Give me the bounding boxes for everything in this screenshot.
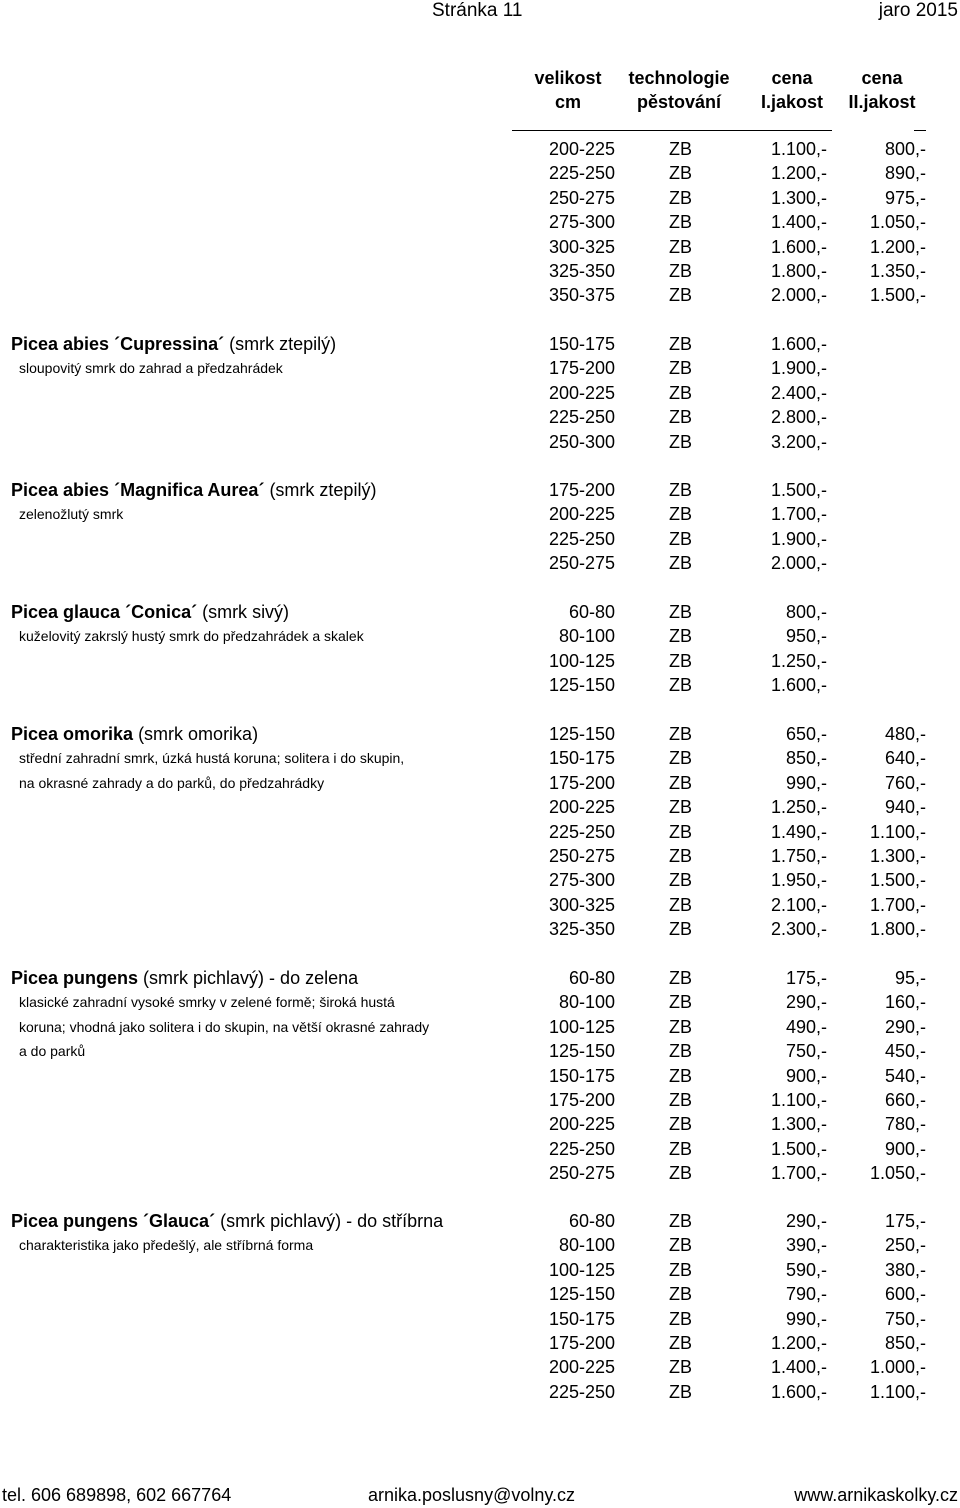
size-cell: 125-150	[548, 1284, 615, 1305]
technology-cell: ZB	[668, 675, 692, 696]
price1-cell: 1.200,-	[770, 163, 827, 184]
technology-cell: ZB	[668, 261, 692, 281]
column-header-size	[525, 66, 611, 114]
technology-cell: ZB	[668, 1235, 692, 1256]
price2-cell: 750,-	[884, 1308, 926, 1329]
technology-cell: ZB	[668, 821, 692, 842]
price1-cell: 800,-	[785, 602, 827, 622]
size-cell: 100-125	[548, 1259, 615, 1280]
price-row	[0, 478, 960, 502]
size-cell: 175-200	[548, 1090, 615, 1110]
price1-cell: 1.600,-	[770, 1381, 827, 1402]
technology-cell: ZB	[668, 968, 692, 988]
price-row	[0, 137, 960, 161]
price-row	[0, 1161, 960, 1185]
price2-cell: 1.100,-	[869, 1381, 926, 1402]
header-rule	[512, 130, 832, 131]
price-row	[0, 1258, 960, 1282]
price2-cell: 1.050,-	[869, 212, 926, 233]
plant-name-part: (smrk pichlavý) - do stříbrna	[215, 1211, 444, 1231]
plant-description: na okrasné zahrady a do parků, do předzahrádky	[19, 774, 325, 791]
price-row	[0, 624, 960, 648]
price1-cell: 290,-	[785, 1211, 827, 1231]
price-row	[0, 1112, 960, 1136]
price-row	[0, 1307, 960, 1331]
technology-cell: ZB	[668, 431, 692, 452]
price2-cell: 800,-	[884, 139, 926, 159]
price-row	[0, 259, 960, 283]
price1-cell: 1.500,-	[770, 480, 827, 500]
plant-name-part: Picea omorika	[11, 724, 134, 744]
price2-cell: 850,-	[884, 1333, 926, 1353]
price2-cell: 1.350,-	[869, 261, 926, 281]
size-cell: 125-150	[548, 675, 615, 696]
price-row	[0, 673, 960, 697]
column-header-size-line2: cm	[554, 92, 581, 112]
size-cell: 275-300	[548, 870, 615, 891]
column-header-price1	[752, 66, 832, 114]
price1-cell: 990,-	[785, 772, 827, 793]
price1-cell: 1.950,-	[770, 870, 827, 891]
technology-cell: ZB	[668, 602, 692, 622]
price1-cell: 1.250,-	[770, 650, 827, 671]
plant-name-part: (smrk ztepilý)	[224, 334, 337, 354]
technology-cell: ZB	[668, 1041, 692, 1062]
technology-cell: ZB	[668, 285, 692, 306]
price-row	[0, 722, 960, 746]
price2-cell: 660,-	[884, 1090, 926, 1110]
price2-cell: 1.050,-	[869, 1163, 926, 1184]
price1-cell: 1.100,-	[770, 1090, 827, 1110]
price1-cell: 1.750,-	[770, 846, 827, 866]
size-cell: 225-250	[548, 407, 615, 428]
technology-cell: ZB	[668, 1163, 692, 1184]
technology-cell: ZB	[668, 1357, 692, 1378]
price1-cell: 1.900,-	[770, 358, 827, 379]
size-cell: 125-150	[548, 724, 615, 744]
column-header-price2-line1: cena	[861, 68, 903, 88]
price2-cell: 480,-	[884, 724, 926, 744]
price-row	[0, 356, 960, 380]
size-cell: 200-225	[548, 139, 615, 159]
plant-name-part: Picea pungens	[11, 968, 139, 988]
price-row	[0, 1064, 960, 1088]
price2-cell: 640,-	[884, 748, 926, 769]
price-row	[0, 430, 960, 454]
technology-cell: ZB	[668, 846, 692, 866]
price-row	[0, 381, 960, 405]
price2-cell: 760,-	[884, 772, 926, 793]
technology-cell: ZB	[668, 407, 692, 428]
price2-cell: 1.300,-	[869, 846, 926, 866]
technology-cell: ZB	[668, 382, 692, 403]
size-cell: 175-200	[548, 358, 615, 379]
size-cell: 200-225	[548, 797, 615, 818]
size-cell: 175-200	[548, 1333, 615, 1353]
plant-description: kuželovitý zakrslý hustý smrk do předzahrádek a skalek	[19, 628, 364, 645]
column-header-price2	[840, 66, 924, 114]
price1-cell: 390,-	[785, 1235, 827, 1256]
technology-cell: ZB	[668, 919, 692, 940]
size-cell: 150-175	[548, 1065, 615, 1086]
plant-name-part: Picea glauca	[11, 602, 126, 622]
technology-cell: ZB	[668, 992, 692, 1013]
price2-cell: 380,-	[884, 1259, 926, 1280]
technology-cell: ZB	[668, 626, 692, 647]
plant-name-part: ´Conica´	[125, 602, 198, 622]
size-cell: 100-125	[548, 1016, 615, 1037]
size-cell: 200-225	[548, 1357, 615, 1378]
page-header-right: jaro 2015	[878, 0, 958, 21]
size-cell: 200-225	[548, 1114, 615, 1135]
technology-cell: ZB	[668, 334, 692, 354]
price-row	[0, 502, 960, 526]
size-cell: 150-175	[548, 748, 615, 769]
column-header-size-line1: velikost	[534, 68, 602, 88]
size-cell: 225-250	[548, 163, 615, 184]
header-rule-dash	[914, 130, 926, 131]
plant-description: charakteristika jako předešlý, ale stříbrná forma	[19, 1237, 314, 1254]
size-cell: 250-300	[548, 431, 615, 452]
technology-cell: ZB	[668, 187, 692, 208]
price-row	[0, 405, 960, 429]
technology-cell: ZB	[668, 1065, 692, 1086]
price1-cell: 1.100,-	[770, 139, 827, 159]
price-row	[0, 1355, 960, 1379]
price1-cell: 850,-	[785, 748, 827, 769]
price-row	[0, 820, 960, 844]
price2-cell: 1.800,-	[869, 919, 926, 940]
plant-name-part: ´Glauca´	[143, 1211, 216, 1231]
price1-cell: 1.400,-	[770, 212, 827, 233]
price2-cell: 450,-	[884, 1041, 926, 1062]
price-row	[0, 1233, 960, 1257]
technology-cell: ZB	[668, 748, 692, 769]
price1-cell: 1.300,-	[770, 1114, 827, 1135]
size-cell: 300-325	[548, 236, 615, 257]
technology-cell: ZB	[668, 553, 692, 574]
price1-cell: 790,-	[785, 1284, 827, 1305]
plant-name-part: Picea abies	[11, 480, 115, 500]
price1-cell: 490,-	[785, 1016, 827, 1037]
price-row	[0, 283, 960, 307]
technology-cell: ZB	[668, 797, 692, 818]
size-cell: 80-100	[558, 992, 615, 1013]
size-cell: 200-225	[548, 504, 615, 525]
price-row	[0, 527, 960, 551]
price-row	[0, 771, 960, 795]
plant-name-part: ´Cupressina´	[114, 334, 225, 354]
price-row	[0, 1015, 960, 1039]
technology-cell: ZB	[668, 1138, 692, 1159]
price1-cell: 1.400,-	[770, 1357, 827, 1378]
price1-cell: 1.600,-	[770, 675, 827, 696]
price1-cell: 2.000,-	[770, 553, 827, 574]
price1-cell: 1.250,-	[770, 797, 827, 818]
price1-cell: 1.300,-	[770, 187, 827, 208]
technology-cell: ZB	[668, 1284, 692, 1305]
size-cell: 60-80	[568, 968, 615, 988]
price-row	[0, 235, 960, 259]
price2-cell: 780,-	[884, 1114, 926, 1135]
price-row	[0, 893, 960, 917]
technology-cell: ZB	[668, 650, 692, 671]
price-row	[0, 649, 960, 673]
price1-cell: 290,-	[785, 992, 827, 1013]
size-cell: 225-250	[548, 1138, 615, 1159]
plant-description: a do parků	[19, 1043, 86, 1060]
price2-cell: 1.200,-	[869, 236, 926, 257]
technology-cell: ZB	[668, 1259, 692, 1280]
price1-cell: 1.600,-	[770, 334, 827, 354]
price2-cell: 290,-	[884, 1016, 926, 1037]
size-cell: 200-225	[548, 382, 615, 403]
size-cell: 300-325	[548, 894, 615, 915]
size-cell: 325-350	[548, 919, 615, 940]
technology-cell: ZB	[668, 163, 692, 184]
price1-cell: 2.800,-	[770, 407, 827, 428]
price1-cell: 1.200,-	[770, 1333, 827, 1353]
price1-cell: 2.100,-	[770, 894, 827, 915]
price1-cell: 2.000,-	[770, 285, 827, 306]
size-cell: 175-200	[548, 772, 615, 793]
technology-cell: ZB	[668, 1211, 692, 1231]
price2-cell: 1.500,-	[869, 870, 926, 891]
size-cell: 175-200	[548, 480, 615, 500]
price1-cell: 1.700,-	[770, 1163, 827, 1184]
price-row	[0, 1282, 960, 1306]
price2-cell: 175,-	[884, 1211, 926, 1231]
price1-cell: 1.900,-	[770, 528, 827, 549]
technology-cell: ZB	[668, 1114, 692, 1135]
price1-cell: 1.800,-	[770, 261, 827, 281]
column-header-technology	[616, 66, 742, 114]
price1-cell: 175,-	[785, 968, 827, 988]
price2-cell: 1.000,-	[869, 1357, 926, 1378]
price1-cell: 1.700,-	[770, 504, 827, 525]
price2-cell: 1.500,-	[869, 285, 926, 306]
price1-cell: 950,-	[785, 626, 827, 647]
price-row	[0, 795, 960, 819]
plant-name-part: (smrk sivý)	[197, 602, 290, 622]
price-row	[0, 332, 960, 356]
technology-cell: ZB	[668, 212, 692, 233]
plant-description: zelenožlutý smrk	[19, 506, 124, 523]
price-row	[0, 966, 960, 990]
technology-cell: ZB	[668, 870, 692, 891]
plant-description: sloupovitý smrk do zahrad a předzahrádek	[19, 360, 283, 377]
price2-cell: 940,-	[884, 797, 926, 818]
technology-cell: ZB	[668, 1090, 692, 1110]
technology-cell: ZB	[668, 724, 692, 744]
price-row	[0, 186, 960, 210]
column-header-price2-line2: II.jakost	[848, 92, 916, 112]
technology-cell: ZB	[668, 480, 692, 500]
price-row	[0, 161, 960, 185]
price2-cell: 540,-	[884, 1065, 926, 1086]
technology-cell: ZB	[668, 1308, 692, 1329]
price1-cell: 1.500,-	[770, 1138, 827, 1159]
price-row	[0, 1039, 960, 1063]
price2-cell: 1.100,-	[869, 821, 926, 842]
price1-cell: 650,-	[785, 724, 827, 744]
technology-cell: ZB	[668, 358, 692, 379]
technology-cell: ZB	[668, 1333, 692, 1353]
price-row	[0, 551, 960, 575]
price-row	[0, 1209, 960, 1233]
column-header-price1-line1: cena	[771, 68, 813, 88]
price1-cell: 3.200,-	[770, 431, 827, 452]
size-cell: 325-350	[548, 261, 615, 281]
plant-description: koruna; vhodná jako solitera i do skupin, na větší okrasné zahrady	[19, 1018, 430, 1035]
size-cell: 225-250	[548, 528, 615, 549]
technology-cell: ZB	[668, 139, 692, 159]
size-cell: 125-150	[548, 1041, 615, 1062]
price2-cell: 975,-	[884, 187, 926, 208]
price1-cell: 2.400,-	[770, 382, 827, 403]
size-cell: 60-80	[568, 1211, 615, 1231]
plant-name-part: Picea pungens	[11, 1211, 144, 1231]
price-row	[0, 1380, 960, 1404]
plant-description: střední zahradní smrk, úzká hustá koruna; solitera i do skupin,	[19, 750, 405, 767]
price-row	[0, 600, 960, 624]
size-cell: 150-175	[548, 1308, 615, 1329]
plant-name-part: (smrk pichlavý) - do zelena	[138, 968, 359, 988]
plant-name-part: (smrk ztepilý)	[264, 480, 377, 500]
footer-email[interactable]: arnika.poslusny@volny.cz	[368, 1485, 576, 1505]
price2-cell: 900,-	[884, 1138, 926, 1159]
price1-cell: 590,-	[785, 1259, 827, 1280]
size-cell: 150-175	[548, 334, 615, 354]
plant-name-part: (smrk omorika)	[133, 724, 259, 744]
price1-cell: 750,-	[785, 1041, 827, 1062]
size-cell: 250-275	[548, 553, 615, 574]
plant-name-part: ´Magnifica Aurea´	[114, 480, 265, 500]
size-cell: 250-275	[548, 846, 615, 866]
size-cell: 225-250	[548, 1381, 615, 1402]
price-row	[0, 1088, 960, 1112]
price-row	[0, 868, 960, 892]
column-header-technology-line1: technologie	[628, 68, 730, 88]
price2-cell: 95,-	[894, 968, 926, 988]
plant-description: klasické zahradní vysoké smrky v zelené formě; široká hustá	[19, 994, 395, 1011]
technology-cell: ZB	[668, 504, 692, 525]
price-row	[0, 917, 960, 941]
price2-cell: 160,-	[884, 992, 926, 1013]
technology-cell: ZB	[668, 236, 692, 257]
size-cell: 225-250	[548, 821, 615, 842]
page-header-left: Stránka 11	[432, 0, 523, 21]
footer-phone: tel. 606 689898, 602 667764	[2, 1485, 232, 1505]
size-cell: 80-100	[558, 626, 615, 647]
size-cell: 350-375	[548, 285, 615, 306]
price2-cell: 600,-	[884, 1284, 926, 1305]
price1-cell: 990,-	[785, 1308, 827, 1329]
technology-cell: ZB	[668, 772, 692, 793]
price1-cell: 1.600,-	[770, 236, 827, 257]
price1-cell: 2.300,-	[770, 919, 827, 940]
technology-cell: ZB	[668, 1381, 692, 1402]
size-cell: 275-300	[548, 212, 615, 233]
technology-cell: ZB	[668, 894, 692, 915]
column-header-technology-line2: pěstování	[636, 92, 722, 112]
column-header-price1-line2: I.jakost	[760, 92, 824, 112]
size-cell: 250-275	[548, 1163, 615, 1184]
price-row	[0, 746, 960, 770]
technology-cell: ZB	[668, 1016, 692, 1037]
price-row	[0, 1137, 960, 1161]
price2-cell: 250,-	[884, 1235, 926, 1256]
price1-cell: 1.490,-	[770, 821, 827, 842]
price-row	[0, 990, 960, 1014]
footer-web[interactable]: www.arnikaskolky.cz	[794, 1485, 958, 1505]
size-cell: 250-275	[548, 187, 615, 208]
plant-name-part: Picea abies	[11, 334, 115, 354]
price2-cell: 890,-	[884, 163, 926, 184]
size-cell: 60-80	[568, 602, 615, 622]
price-row	[0, 210, 960, 234]
size-cell: 80-100	[558, 1235, 615, 1256]
price2-cell: 1.700,-	[869, 894, 926, 915]
price-row	[0, 844, 960, 868]
price1-cell: 900,-	[785, 1065, 827, 1086]
technology-cell: ZB	[668, 528, 692, 549]
price-row	[0, 1331, 960, 1355]
size-cell: 100-125	[548, 650, 615, 671]
